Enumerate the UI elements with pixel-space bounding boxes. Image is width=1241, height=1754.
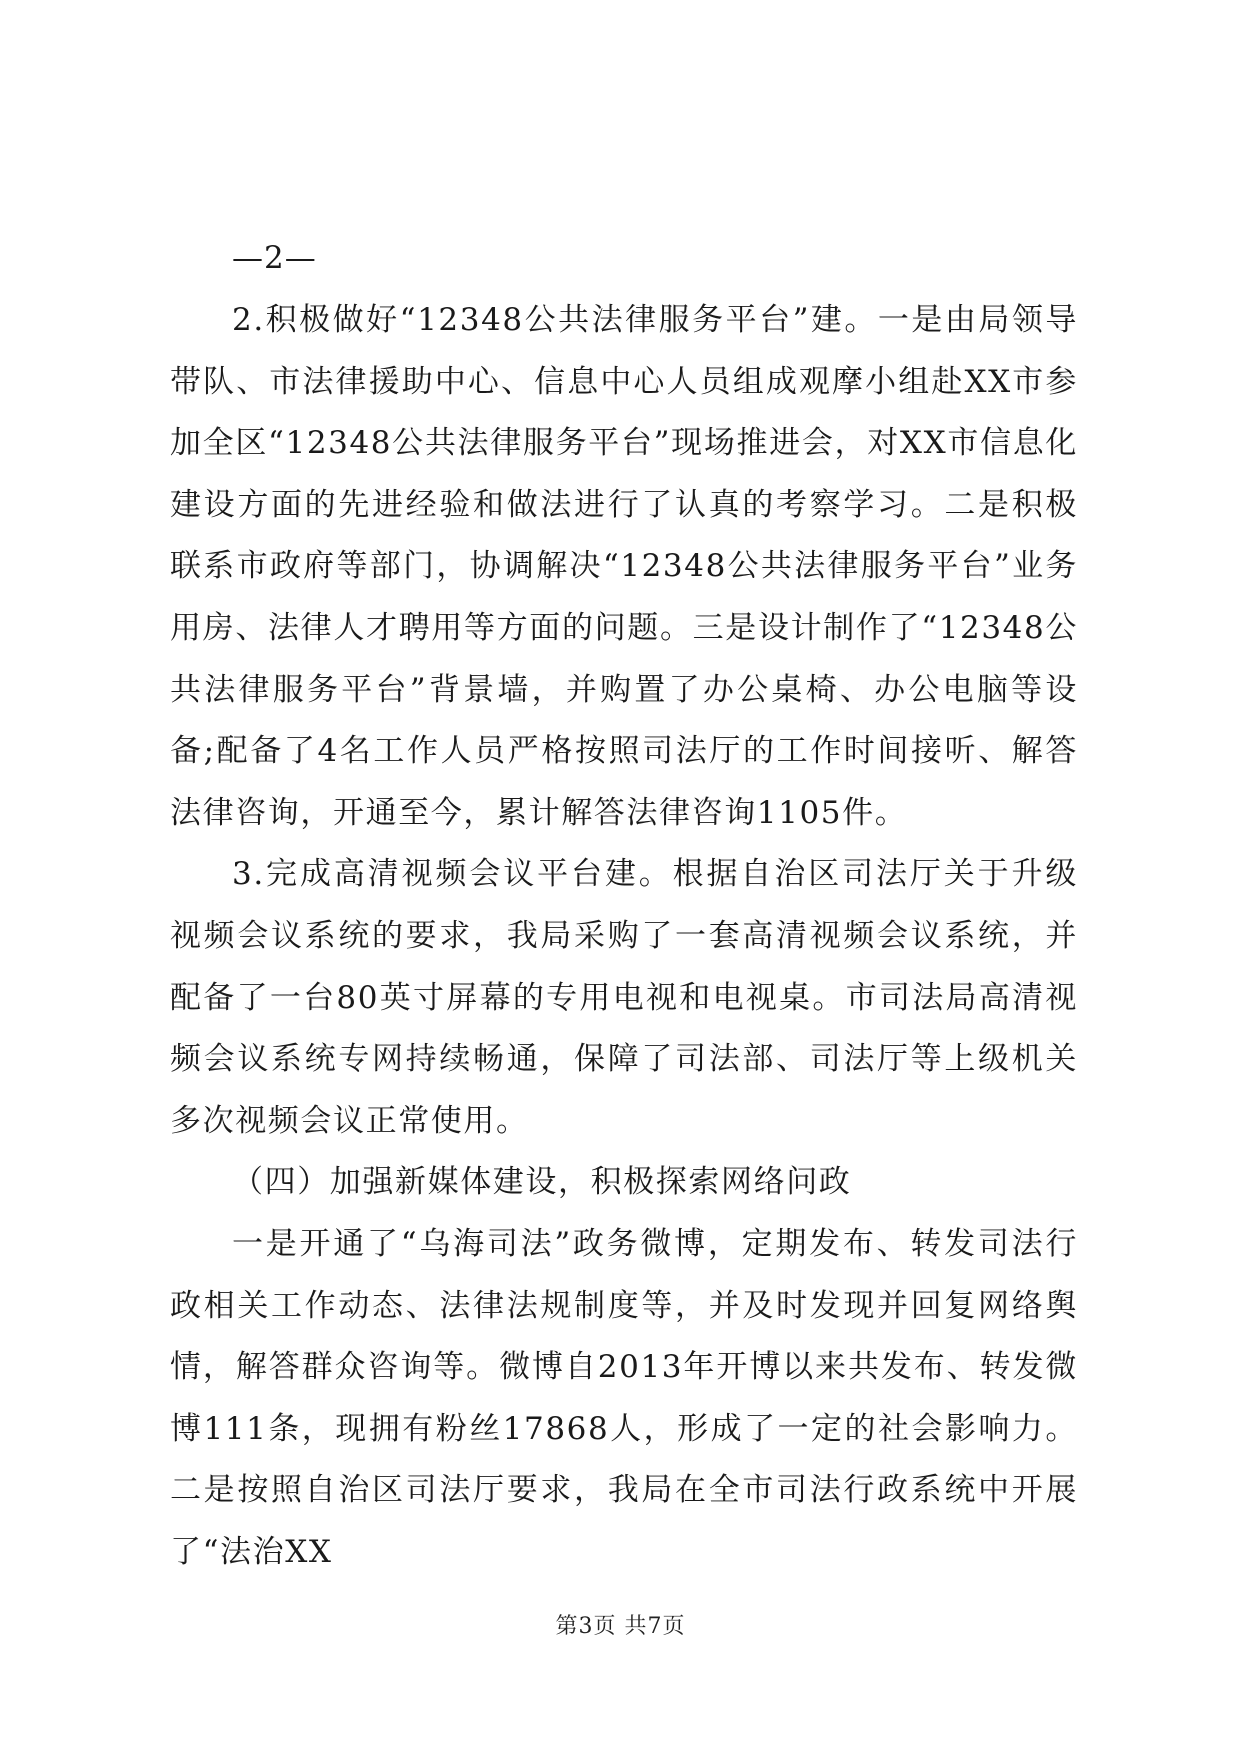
paragraph-video-conference: 3.完成高清视频会议平台建。根据自治区司法厅关于升级视频会议系统的要求，我局采购了一套高清视频会议系统，并配备了一台80英寸屏幕的专用电视和电视桌。市司法局高清视频会议系统专网持续畅通，保障了司法部、司法厅等上级机关多次视频会议正常使用。 <box>170 856 1078 1139</box>
page-footer: 第3页 共7页 <box>555 1614 686 1639</box>
document-body <box>170 290 1078 1583</box>
page-marker: —2— <box>232 240 317 276</box>
paragraph-weibo: 一是开通了“乌海司法”政务微博，定期发布、转发司法行政相关工作动态、法律法规制度等，并及时发现并回复网络舆情，解答群众咨询等。微博自2013年开博以来共发布、转发微博111条，现拥有粉丝17868人，形成了一定的社会影响力。二是按照自治区司法厅要求，我局在全市司法行政系统中开展了“法治XX <box>170 1225 1078 1570</box>
section-heading-new-media: （四）加强新媒体建设，积极探索网络问政 <box>232 1164 852 1201</box>
paragraph-12348-platform: 2.积极做好“12348公共法律服务平台”建。一是由局领导带队、市法律援助中心、信息中心人员组成观摩小组赴XX市参加全区“12348公共法律服务平台”现场推进会，对XX市信息化建设方面的先进经验和做法进行了认真的考察学习。二是积极联系市政府等部门，协调解决“12348公共法律服务平台”业务用房、法律人才聘用等方面的问题。三是设计制作了“12348公共法律服务平台”背景墙，并购置了办公桌椅、办公电脑等设备;配备了4名工作人员严格按照司法厅的工作时间接听、解答法律咨询，开通至今，累计解答法律咨询1105件。 <box>170 302 1078 831</box>
